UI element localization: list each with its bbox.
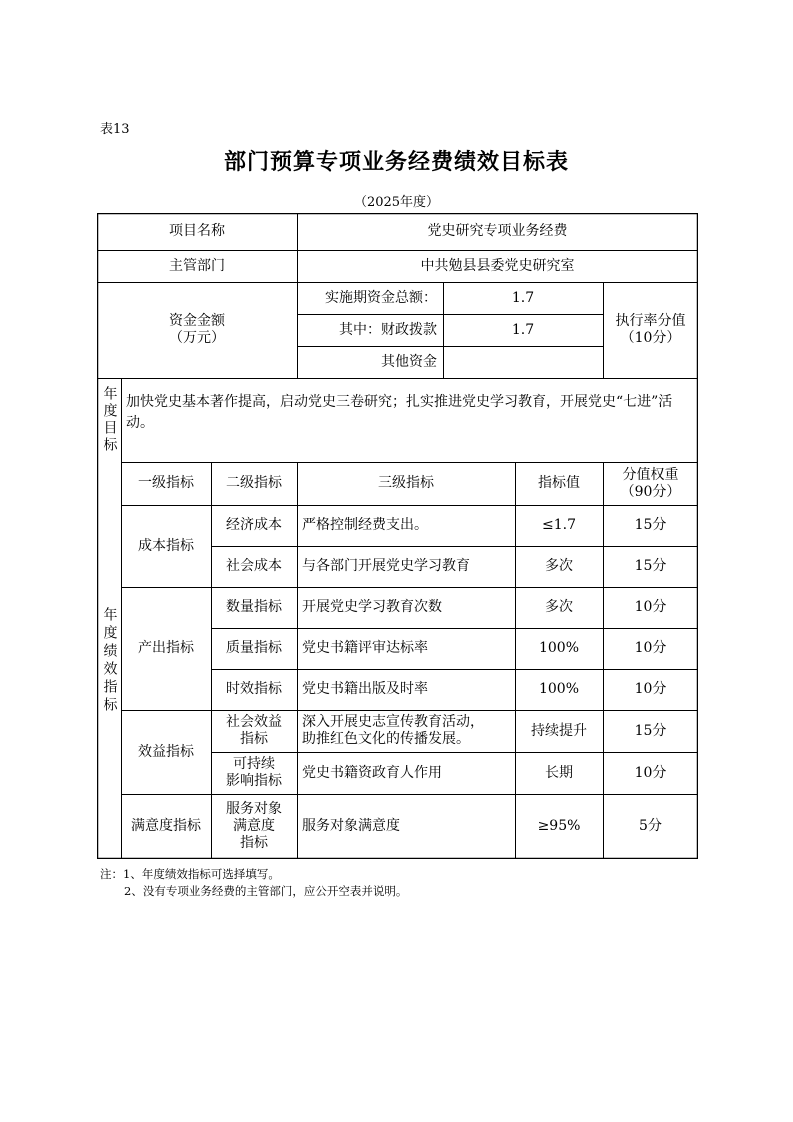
row-l3: 与各部门开展党史学习教育 bbox=[302, 558, 470, 574]
group-benefit: 效益指标 bbox=[138, 743, 194, 760]
row-l2-line3: 指标 bbox=[240, 835, 268, 851]
annual-goal-label: 年度目标 bbox=[101, 386, 118, 454]
other-funds-value bbox=[443, 346, 603, 378]
group-output: 产出指标 bbox=[138, 640, 194, 656]
fiscal-year: （2025年度） bbox=[353, 195, 440, 210]
project-name-value: 党史研究专项业务经费 bbox=[427, 223, 568, 239]
header-value: 指标值 bbox=[538, 475, 580, 491]
execution-score-line1: 执行率分值 bbox=[615, 313, 686, 329]
row-l3-line2: 助推红色文化的传播发展。 bbox=[302, 731, 470, 747]
row-l2: 数量指标 bbox=[226, 599, 282, 615]
table-number: 表13 bbox=[100, 122, 130, 137]
dept-label: 主管部门 bbox=[169, 257, 225, 274]
header-level2: 二级指标 bbox=[226, 475, 282, 491]
row-weight: 10分 bbox=[634, 681, 667, 697]
row-weight: 10分 bbox=[634, 640, 667, 656]
row-value: 多次 bbox=[545, 558, 573, 574]
row-l2-line2: 影响指标 bbox=[226, 773, 282, 789]
row-weight: 15分 bbox=[634, 722, 667, 739]
row-value: ≥95% bbox=[537, 818, 581, 834]
row-weight: 15分 bbox=[634, 517, 667, 533]
annual-goal-text: 加快党史基本著作提高，启动党史三卷研究；扎实推进党史学习教育，开展党史“七进”活动。 bbox=[126, 394, 673, 431]
row-l2 bbox=[211, 794, 297, 859]
row-l2: 经济成本 bbox=[226, 517, 282, 533]
row-weight: 15分 bbox=[634, 558, 667, 574]
row-value: 长期 bbox=[545, 764, 573, 781]
total-funds-value: 1.7 bbox=[511, 289, 535, 306]
footnote-1: 注：1、年度绩效指标可选择填写。 bbox=[100, 867, 280, 881]
row-l2-line2: 满意度 bbox=[233, 818, 275, 834]
footnote-2: 2、没有专项业务经费的主管部门，应公开空表并说明。 bbox=[124, 884, 408, 898]
row-l2-line1: 服务对象 bbox=[226, 801, 282, 817]
header-level3: 三级指标 bbox=[378, 475, 434, 491]
execution-score bbox=[603, 282, 698, 378]
row-l2: 时效指标 bbox=[226, 681, 282, 697]
row-value: 100% bbox=[538, 640, 580, 656]
row-l2: 社会成本 bbox=[226, 558, 282, 574]
row-l2-line2: 指标 bbox=[240, 731, 268, 747]
row-l3: 严格控制经费支出。 bbox=[302, 517, 428, 533]
row-l2: 质量指标 bbox=[226, 640, 282, 656]
row-l3: 服务对象满意度 bbox=[302, 818, 400, 834]
funds-label-line1: 资金金额 bbox=[169, 313, 225, 329]
row-l2-line1: 可持续 bbox=[233, 756, 275, 772]
dept-value: 中共勉县县委党史研究室 bbox=[420, 257, 575, 274]
funds-label-line2: （万元） bbox=[169, 330, 225, 346]
page-title: 部门预算专项业务经费绩效目标表 bbox=[223, 149, 569, 175]
row-value: 100% bbox=[538, 681, 580, 697]
other-funds-label: 其他资金 bbox=[381, 353, 437, 370]
row-l2 bbox=[211, 710, 297, 752]
row-value: ≤1.7 bbox=[542, 517, 576, 533]
project-name-label: 项目名称 bbox=[169, 223, 225, 239]
row-l3: 开展党史学习教育次数 bbox=[302, 599, 442, 615]
row-l2 bbox=[211, 752, 297, 794]
funds-label bbox=[97, 282, 297, 378]
fiscal-funds-label: 其中：财政拨款 bbox=[339, 321, 437, 338]
row-l3: 党史书籍资政育人作用 bbox=[302, 764, 442, 781]
header-level1: 一级指标 bbox=[138, 475, 194, 491]
row-l3: 党史书籍出版及时率 bbox=[302, 681, 428, 697]
row-weight: 10分 bbox=[634, 764, 667, 781]
performance-table bbox=[97, 213, 698, 859]
header-weight bbox=[603, 462, 698, 505]
row-value: 多次 bbox=[545, 599, 573, 615]
row-l3-line1: 深入开展史志宣传教育活动， bbox=[302, 714, 484, 730]
group-satisfaction: 满意度指标 bbox=[131, 818, 201, 834]
fiscal-funds-value: 1.7 bbox=[511, 321, 535, 338]
indicators-section-label: 年度绩效指标 bbox=[101, 606, 118, 715]
header-weight-line1: 分值权重 bbox=[622, 466, 679, 483]
execution-score-line2: （10分） bbox=[620, 330, 681, 346]
row-l3 bbox=[297, 710, 515, 752]
row-weight: 5分 bbox=[639, 818, 662, 834]
total-funds-label: 实施期资金总额： bbox=[325, 289, 437, 306]
row-weight: 10分 bbox=[634, 599, 667, 615]
row-value: 持续提升 bbox=[531, 722, 587, 739]
row-l3: 党史书籍评审达标率 bbox=[302, 640, 428, 656]
group-cost: 成本指标 bbox=[138, 537, 194, 554]
header-weight-line2: （90分） bbox=[620, 483, 681, 500]
row-l2-line1: 社会效益 bbox=[226, 714, 282, 730]
footnotes bbox=[100, 866, 407, 900]
